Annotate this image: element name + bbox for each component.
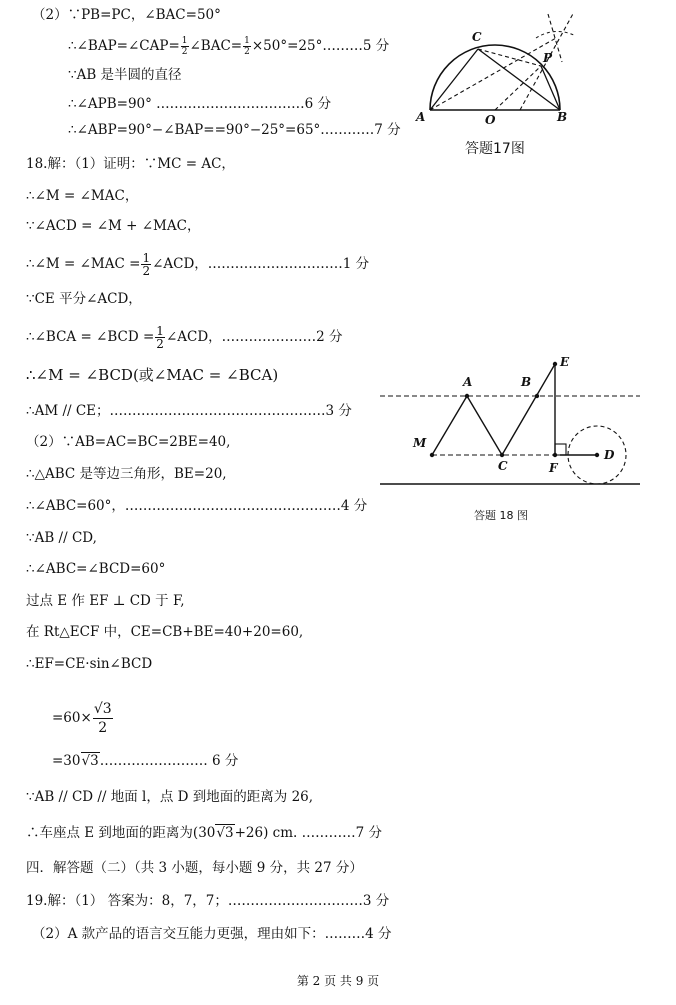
fraction-denominator: 2 [142, 264, 151, 278]
point-m [430, 453, 434, 457]
right-angle-mark [555, 444, 566, 455]
text: =30 [52, 753, 81, 769]
line-18-m: ∴∠M = ∠MAC， [26, 188, 139, 204]
text: ∴车座点 E 到地面的距离为(30 [26, 825, 216, 841]
fraction-numerator: √3 [93, 701, 112, 717]
line-18-abc60: ∴∠ABC=60°，…………………………………………4 分 [26, 498, 368, 514]
figure-17-caption: 答题17图 [465, 141, 525, 157]
point-f [553, 453, 557, 457]
line-17-abp: ∴∠ABP=90°−∠BAP==90°−25°=65°…………7 分 [68, 122, 401, 138]
text: ∴∠BCA = ∠BCD = [26, 329, 155, 345]
text: =60× [52, 710, 92, 726]
text: ×50°=25°………5 分 [251, 38, 390, 54]
line-18-am-parallel-ce: ∴AM // CE；…………………………………………3 分 [26, 403, 352, 419]
label-d: D [604, 448, 615, 462]
fraction-denominator: 2 [98, 720, 108, 736]
label-b: B [521, 375, 532, 389]
line-18-equilateral: ∴△ABC 是等边三角形，BE=20, [26, 466, 227, 482]
segment-ma [432, 396, 467, 455]
line-19-1: 19.解：（1） 答案为：8，7，7；…………………………3 分 [26, 893, 390, 909]
fraction-numerator: 1 [181, 36, 188, 46]
label-c: C [472, 30, 482, 44]
line-17-diameter: ∵AB 是半圆的直径 [68, 67, 182, 83]
line-18-2: （2）∵AB=AC=BC=2BE=40, [26, 434, 231, 450]
fraction-numerator: 1 [156, 324, 164, 338]
point-b [535, 394, 539, 398]
section-4-header: 四．解答题（二）（共 3 小题，每小题 9 分，共 27 分） [26, 860, 363, 876]
label-m: M [413, 436, 427, 450]
line-19-2: （2）A 款产品的语言交互能力更强，理由如下：………4 分 [32, 926, 392, 942]
label-o: O [485, 113, 496, 127]
label-p: P [543, 51, 553, 65]
line-18-acd: ∵∠ACD = ∠M + ∠MAC， [26, 218, 201, 234]
text: ∠ACD，…………………………1 分 [152, 256, 370, 272]
text: +26) cm. …………7 分 [234, 825, 382, 841]
text: …………………… 6 分 [99, 753, 239, 769]
point-a [465, 394, 469, 398]
line-18-ground: ∵AB // CD // 地面 l，点 D 到地面的距离为 26, [26, 789, 314, 805]
point-e [553, 362, 557, 366]
figure-18-caption: 答题 18 图 [474, 509, 528, 522]
sqrt3: √3 [216, 825, 234, 841]
line-18-ab-parallel-cd: ∵AB // CD, [26, 530, 97, 546]
label-f: F [549, 461, 558, 475]
fraction-numerator: 1 [142, 251, 151, 265]
segment-ac [467, 396, 502, 455]
text: ∠BAC= [189, 38, 243, 54]
point-d [595, 453, 599, 457]
line-18-ce-bisects: ∵CE 平分∠ACD， [26, 291, 142, 307]
line-18-ef-perp: 过点 E 作 EF ⊥ CD 于 F, [26, 593, 185, 609]
label-a: A [416, 110, 426, 124]
point-c [500, 453, 504, 457]
text: ∠ACD，…………………2 分 [165, 329, 343, 345]
line-18-ce: 在 Rt△ECF 中，CE=CB+BE=40+20=60, [26, 624, 304, 640]
fraction-denominator: 2 [181, 47, 188, 57]
label-c: C [498, 459, 508, 473]
fraction-denominator: 2 [156, 337, 164, 351]
text: ∴∠BAP=∠CAP= [68, 38, 180, 54]
line-18-ef-sin: ∴EF=CE·sin∠BCD [26, 656, 153, 672]
line-17-apb: ∴∠APB=90° ……………………………6 分 [68, 96, 332, 112]
fraction-denominator: 2 [244, 47, 250, 57]
fraction-numerator: 1 [244, 36, 250, 46]
label-b: B [557, 110, 568, 124]
sqrt3: √3 [81, 753, 99, 769]
line-17-2: （2）∵PB=PC，∠BAC=50° [32, 7, 221, 23]
text: ∴∠M = ∠MAC = [26, 256, 141, 272]
line-18-header: 18.解：（1）证明：∵MC = AC， [26, 156, 235, 172]
line-18-bcd60: ∴∠ABC=∠BCD=60° [26, 561, 166, 577]
label-a: A [463, 375, 473, 389]
label-e: E [560, 355, 570, 369]
page-footer: 第 2 页 共 9 页 [296, 974, 380, 988]
line-18-conclusion: ∴∠M = ∠BCD(或∠MAC = ∠BCA) [26, 366, 279, 384]
